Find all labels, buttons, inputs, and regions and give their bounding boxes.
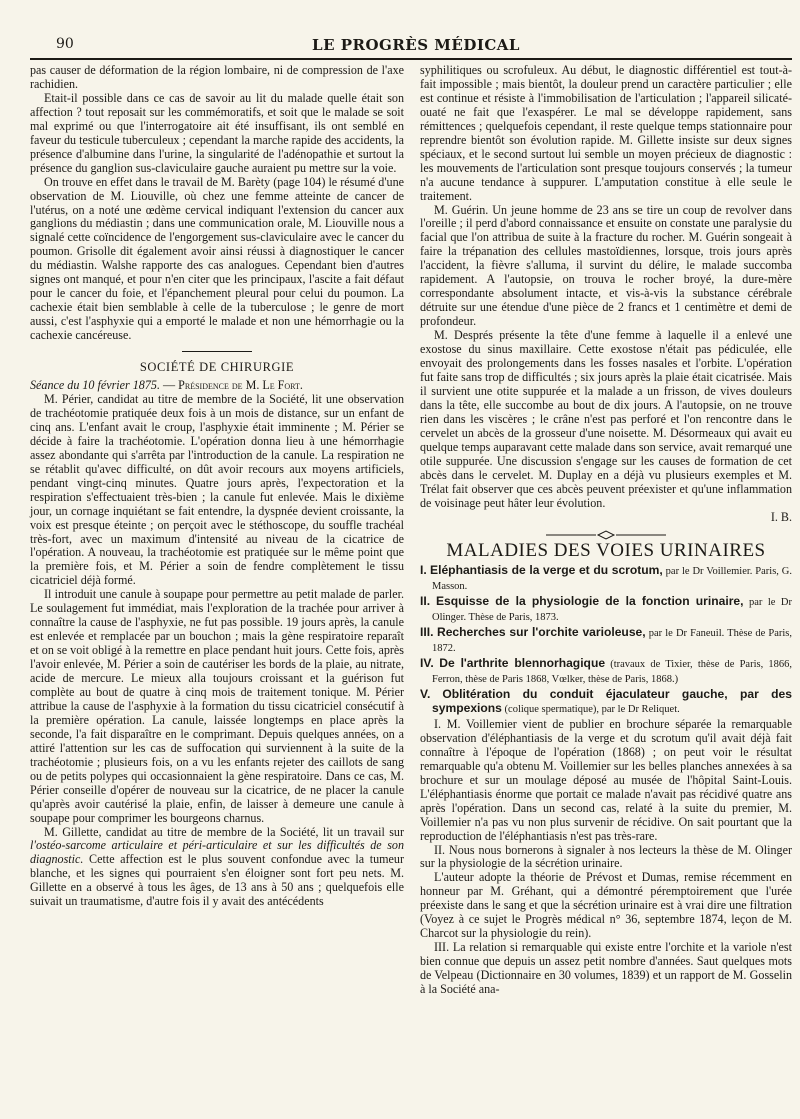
paragraph: syphilitiques ou scrofuleux. Au début, le diagnostic différentiel est tout-à-fait impossible ; mais bientôt, la douleur prend un caractère particulier ; elle est continue et résiste à l'immobilisation de l'articulation ; l'appareil silicaté-ouaté ne fait que l'exaspérer. Le mal se développe rapidement, sans rémittences ; quelquefois cependant, il reste quelque temps stationnaire pour reprendre bientôt son évolution rapide. M. Gillette insiste sur deux signes spéciaux, et le second surtout lui semble un moyen précieux de diagnostic : les mouvements de l'articulation sont presque toujours conservés ; la tumeur n'a aucune tendance à suppurer. L'amputation constitue à elle seule le traitement. bbox=[420, 63, 792, 203]
signature: I. B. bbox=[770, 509, 792, 524]
paragraph: M. Guérin. Un jeune homme de 23 ans se tire un coup de revolver dans l'oreille ; il perd d'abord connaissance et ensuite on constate une paralysie du facial que l'on attribua de suite à la fracture du rocher. M. Guérin songeait à faire la trépanation des cellules mastoïdiennes, lorsque, trois jours après l'accident, la fièvre s'alluma, il survint du délire, le malade succomba rapidement. A l'autopsie, on trouva le rocher broyé, la dure-mère correspondante absolument intacte, et vis-à-vis la substance cérébrale détruite sur une étendue d'une pièce de 2 francs et 1 centimètre et demi de profondeur. bbox=[420, 202, 792, 329]
left-column bbox=[30, 64, 404, 909]
section-title: MALADIES DES VOIES URINAIRES bbox=[446, 540, 766, 562]
paragraph: M. Després présente la tête d'une femme à laquelle il a enlevé une exostose du sinus maxillaire. Cette exostose n'était pas pédiculée, elle envoyait des prolongements dans les fosses nasales et l'orbite. L'opération fut faite sans trop de difficultés ; six jours après la plaie était cicatrisée. Mais il survient une otite suppurée et la malade a un frisson, de vives douleurs dans la tête, elle succombe au bout de dix jours. A l'autopsie, on ne trouve rien dans les viscères ; le crâne n'est pas perforé et l'on rencontre dans le cervelet un abcès de la grosseur d'une noisette. M. Désormeaux qui avait eu quelque temps auparavant cette malade dans son service, avait remarqué une otile suppurée. Une discussion s'engage sur les causes de formation de cet abcès dans le cervelet. M. Duplay en a déjà vu plusieurs exemples et M. Trélat fait observer que ces abcès peuvent préexister et qu'une inflammation de voisinage peut hâter leur évolution. bbox=[420, 328, 792, 510]
header-rule bbox=[30, 58, 792, 60]
seance-line bbox=[30, 379, 404, 393]
bibliography-item: II. Esquisse de la physiologie de la fonction urinaire, par le Dr Olinger. Thèse de Paris, 1873. bbox=[420, 594, 792, 624]
bibliography-item: V. Oblitération du conduit éjaculateur gauche, par des sympexions (colique spermatique), par le Dr Reliquet. bbox=[420, 687, 792, 715]
paragraph: pas causer de déformation de la région lombaire, ni de compression de l'axe rachidien. bbox=[30, 63, 404, 91]
seance-presidence: — Présidence de M. Le Fort. bbox=[163, 378, 303, 393]
society-title: SOCIÉTÉ DE CHIRURGIE bbox=[139, 360, 295, 375]
signature-line bbox=[420, 511, 792, 525]
italic-title: l'ostéo-sarcome articulaire et péri-articulaire et sur les difficultés de son diagnostic. bbox=[30, 838, 404, 867]
bibliography-item: I. Eléphantiasis de la verge et du scrotum, par le Dr Voillemier. Paris, G. Masson. bbox=[420, 563, 792, 593]
paragraph: II. Nous nous bornerons à signaler à nos lecteurs la thèse de M. Olinger sur la physiologie de la sécrétion urinaire. bbox=[420, 842, 792, 871]
text-run: M. Gillette, candidat au titre de membre de la Société, lit un travail sur bbox=[44, 824, 404, 839]
paragraph: III. La relation si remarquable qui existe entre l'orchite et la variole n'est bien connue que depuis un assez petit nombre d'années. Saut quelques mots de Velpeau (Dictionnaire en 30 volumes, 1839) et un rapport de M. Gosselin à la Société ana- bbox=[420, 940, 792, 997]
paragraph: M. Périer, candidat au titre de membre de la Société, lit une observation de trachéotomie pratiquée deux fois à un mois de distance, sur un enfant de cinq ans. L'enfant avait le croup, l'asphyxie était imminente ; M. Périer se décide à faire la trachéotomie. L'opération donna lieu à une hémorrhagie assez abondante qui s'arrêta par l'introduction de la canule. La respiration ne se rétablit qu'avec difficulté, on dût avoir recours aux moyens artificiels, pendant vingt-cinq minutes. Quatre jours après, l'expectoration et la respiration s'effectuaient très-bien ; la canule fut enlevée. Mais le dixième jour, un cornage inquiétant se fait entendre, la dyspnée devient croissante, la voix est presque éteinte ; on perçoit avec le stéthoscope, du souffle trachéal très-fort, avec un maximum d'intensité au niveau de la cicatrice de l'opération. A nouveau, la trachéotomie est pratiquée sur le même point que la première fois, et M. Périer a soin de fendre complètement le tissu cicatriciel déjà formé. bbox=[30, 391, 404, 588]
paragraph: I. M. Voillemier vient de publier en brochure séparée la remarquable observation d'éléphantiasis de la verge et du scrotum qu'il avait déjà fait connaître à l'époque de l'opération (1868) ; on peut voir le résultat remarquable qu'a obtenu M. Voillemier sur les belles planches annexées à sa brochure et sur un moulage déposé au musée de l'hôpital Saint-Louis. L'éléphantiasis énorme que portait ce malade n'avait pas récidivé quatre ans après l'opération. Dans un second cas, relaté à la suite du premier, M. Voillemier n'a pas vu non plus survenir de récidive. On sait pourtant que la reproduction de l'éléphantiasis n'est pas très-rare. bbox=[420, 716, 792, 843]
running-title: LE PROGRÈS MÉDICAL bbox=[312, 36, 520, 54]
paragraph: L'auteur adopte la théorie de Prévost et Dumas, remise récemment en honneur par M. Gréhant, qui a démontré péremptoirement que l'urée préexiste dans le sang et que la sécrétion urinaire est à vrai dire une filtration (Voyez à ce sujet le Progrès médical n° 36, septembre 1874, leçon de M. Charcot sur la physiologie du rein). bbox=[420, 870, 792, 941]
right-column bbox=[420, 64, 792, 997]
paragraph bbox=[30, 826, 404, 910]
page-header bbox=[40, 34, 792, 56]
bibliography-item: IV. De l'arthrite blennorhagique (travaux de Tixier, thèse de Paris, 1866, Ferron, thèse de Paris 1868, Vœlker, thèse de Paris, 1868.) bbox=[420, 656, 792, 686]
paragraph: Il introduit une canule à soupape pour permettre au petit malade de parler. Le soulagement fut immédiat, mais l'exploration de la trachée pour arriver à connaître la cause de l'asphyxie, ne fut pas possible. 19 jours après, la canule est enlevée et remplacée par un bouchon ; mais la gène respiratoire reparaît et on se voit obligé à la remettre en place pendant huit jours. Cette fois, après l'avoir enlevée, M. Périer a soin de cautériser les bords de la plaie, au nitrate, acide de mercure. Le mieux alla toujours croissant et la guérison fut complète au bout de quatre à cinq mois de traitement tonique. M. Périer attribue la cause de l'asphyxie à la formation du tissu cicatriciel consécutif à la première opération. La canule, laissée longtemps en place après la seconde, l'a fait disparaître en le comprimant. Depuis quelques années, on a attiré l'attention sur les cas de suffocation qui surviennent à la suite de la trachéotomie ; plusieurs fois, on a vu les enfants rejeter des caillots de sang ou de petits polypes qui occasionnaient la gène respiratoire. Dans ce cas, M. Périer conseille d'opérer de nouveau sur la cicatrice, de ne placer la canule qu'après avoir cautérisé la plaie, enfin, de laisser à demeure une canule à soupape pour comprimer les bourgeons charnus. bbox=[30, 587, 404, 825]
text-run: Cette affection est le plus souvent confondue avec la tumeur blanche, et les signes qui pourraient s'en éloigner sont fort peu nets. M. Gillette en a observé à tous les âges, de 13 ans à 50 ans ; quelquefois elle suivait un traumatisme, d'autre fois il y avait des antécédents bbox=[30, 852, 404, 909]
seance-date: Séance du 10 février 1875. bbox=[30, 378, 160, 393]
paragraph: On trouve en effet dans le travail de M. Barèty (page 104) le résumé d'une observation de M. Liouville, où chez une femme atteinte de cancer de l'utérus, on a noté une œdème cervical indiquant l'extension du cancer aux ganglions du médiastin ; dans une communication orale, M. Liouville nous a signalé cette coïncidence de l'engorgement sus-claviculaire avec le cancer du poumon. Grisolle dit également avoir ainsi réussi à diagnostiquer le cancer du médiastin. Walshe rapporte des cas analogues. Cependant bien d'autres signes ont manqué, et pour n'en citer que les principaux, l'ascite a fait défaut pour le cancer du foie, et l'épanchement pleural pour celui du poumon. La cachexie était bien semblable à celle de la tuberculose ; le genre de mort aussi, c'est l'asphyxie qui a emporté le malade et non une hémorrhagie ou la cachexie cancéreuse. bbox=[30, 174, 404, 343]
section-divider bbox=[182, 351, 252, 352]
paragraph: Etait-il possible dans ce cas de savoir au lit du malade quelle était son affection ? tout reposait sur les commémoratifs, et soit que le malade se soit mal exprimé ou que l'interrogatoire ait été insuffisant, ils ont semblé en faveur du testicule tuberculeux ; cependant la marche rapide des accidents, la présence d'albumine dans l'urine, la singularité de l'adénopathie et surtout la présence du ganglion sus-claviculaire gauche auraient pu mettre sur la voie. bbox=[30, 90, 404, 175]
bibliography-item: III. Recherches sur l'orchite varioleuse, par le Dr Faneuil. Thèse de Paris, 1872. bbox=[420, 625, 792, 655]
page-number: 90 bbox=[56, 36, 74, 52]
